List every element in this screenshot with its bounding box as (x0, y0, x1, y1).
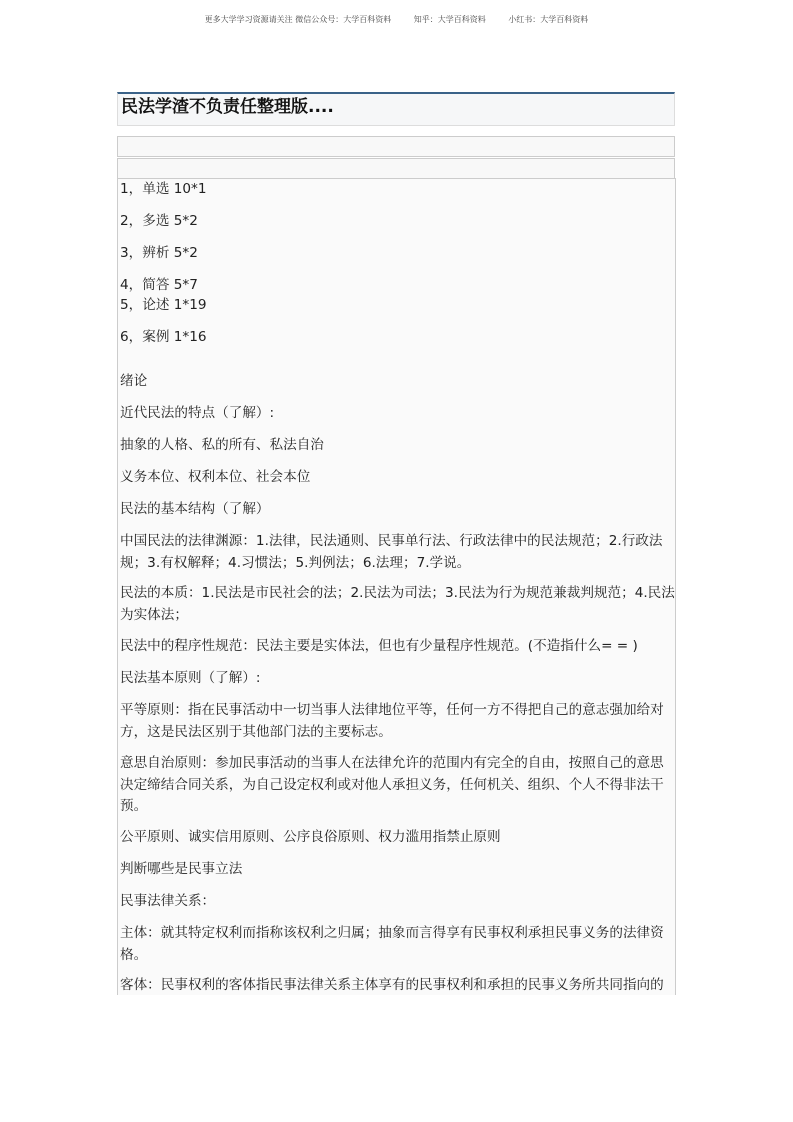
empty-box (117, 158, 675, 179)
paragraph: 3，辨析 5*2 (120, 245, 198, 261)
paragraph: 抽象的人格、私的所有、私法自治 (120, 437, 324, 453)
paragraph: 民法的基本结构（了解） (120, 501, 270, 517)
header-wechat: 更多大学学习资源请关注 微信公众号：大学百科资料 (204, 15, 392, 24)
paragraph: 4，简答 5*7 (120, 277, 198, 293)
paragraph: 判断哪些是民事立法 (120, 861, 243, 877)
paragraph: 近代民法的特点（了解）: (120, 405, 275, 421)
paragraph: 民法的本质：1.民法是市民社会的法；2.民法为司法；3.民法为行为规范兼裁判规范；4.民法为实体法； (120, 585, 675, 623)
paragraph: 义务本位、权利本位、社会本位 (120, 469, 311, 485)
paragraph: 民事法律关系： (120, 893, 216, 909)
paragraph: 5，论述 1*19 (120, 297, 207, 313)
paragraph: 1，单选 10*1 (120, 181, 207, 197)
content-box (117, 178, 676, 995)
empty-box (117, 136, 675, 157)
paragraph: 客体：民事权利的客体指民事法律关系主体享有的民事权利和承担的民事义务所共同指向的 (120, 977, 664, 993)
paragraph: 中国民法的法律渊源：1.法律，民法通则、民事单行法、行政法律中的民法规范；2.行政法规；3.有权解释；4.习惯法；5.判例法；6.法理；7.学说。 (120, 533, 663, 571)
paragraph: 主体：就其特定权利而指称该权利之归属；抽象而言得享有民事权利承担民事义务的法律资格。 (120, 925, 664, 963)
paragraph: 2，多选 5*2 (120, 213, 198, 229)
header-xiaohongshu: 小红书：大学百科资料 (508, 15, 589, 24)
header-zhihu: 知乎：大学百科资料 (413, 15, 486, 24)
paragraph: 公平原则、诚实信用原则、公序良俗原则、权力滥用指禁止原则 (120, 829, 501, 845)
paragraph: 6，案例 1*16 (120, 329, 207, 345)
paragraph: 平等原则：指在民事活动中一切当事人法律地位平等，任何一方不得把自己的意志强加给对方，这是民法区别于其他部门法的主要标志。 (120, 702, 664, 740)
paragraph: 民法中的程序性规范：民法主要是实体法，但也有少量程序性规范。(不造指什么= = ) (120, 638, 638, 654)
page-title: 民法学渣不负责任整理版.... (121, 97, 334, 117)
page-header (0, 14, 793, 25)
title-box (117, 92, 675, 126)
section-heading: 绪论 (120, 373, 148, 389)
paragraph: 民法基本原则（了解）: (120, 670, 261, 686)
paragraph: 意思自治原则：参加民事活动的当事人在法律允许的范围内有完全的自由，按照自己的意思决定缔结合同关系，为自己设定权利或对他人承担义务，任何机关、组织、个人不得非法干预。 (120, 755, 664, 814)
